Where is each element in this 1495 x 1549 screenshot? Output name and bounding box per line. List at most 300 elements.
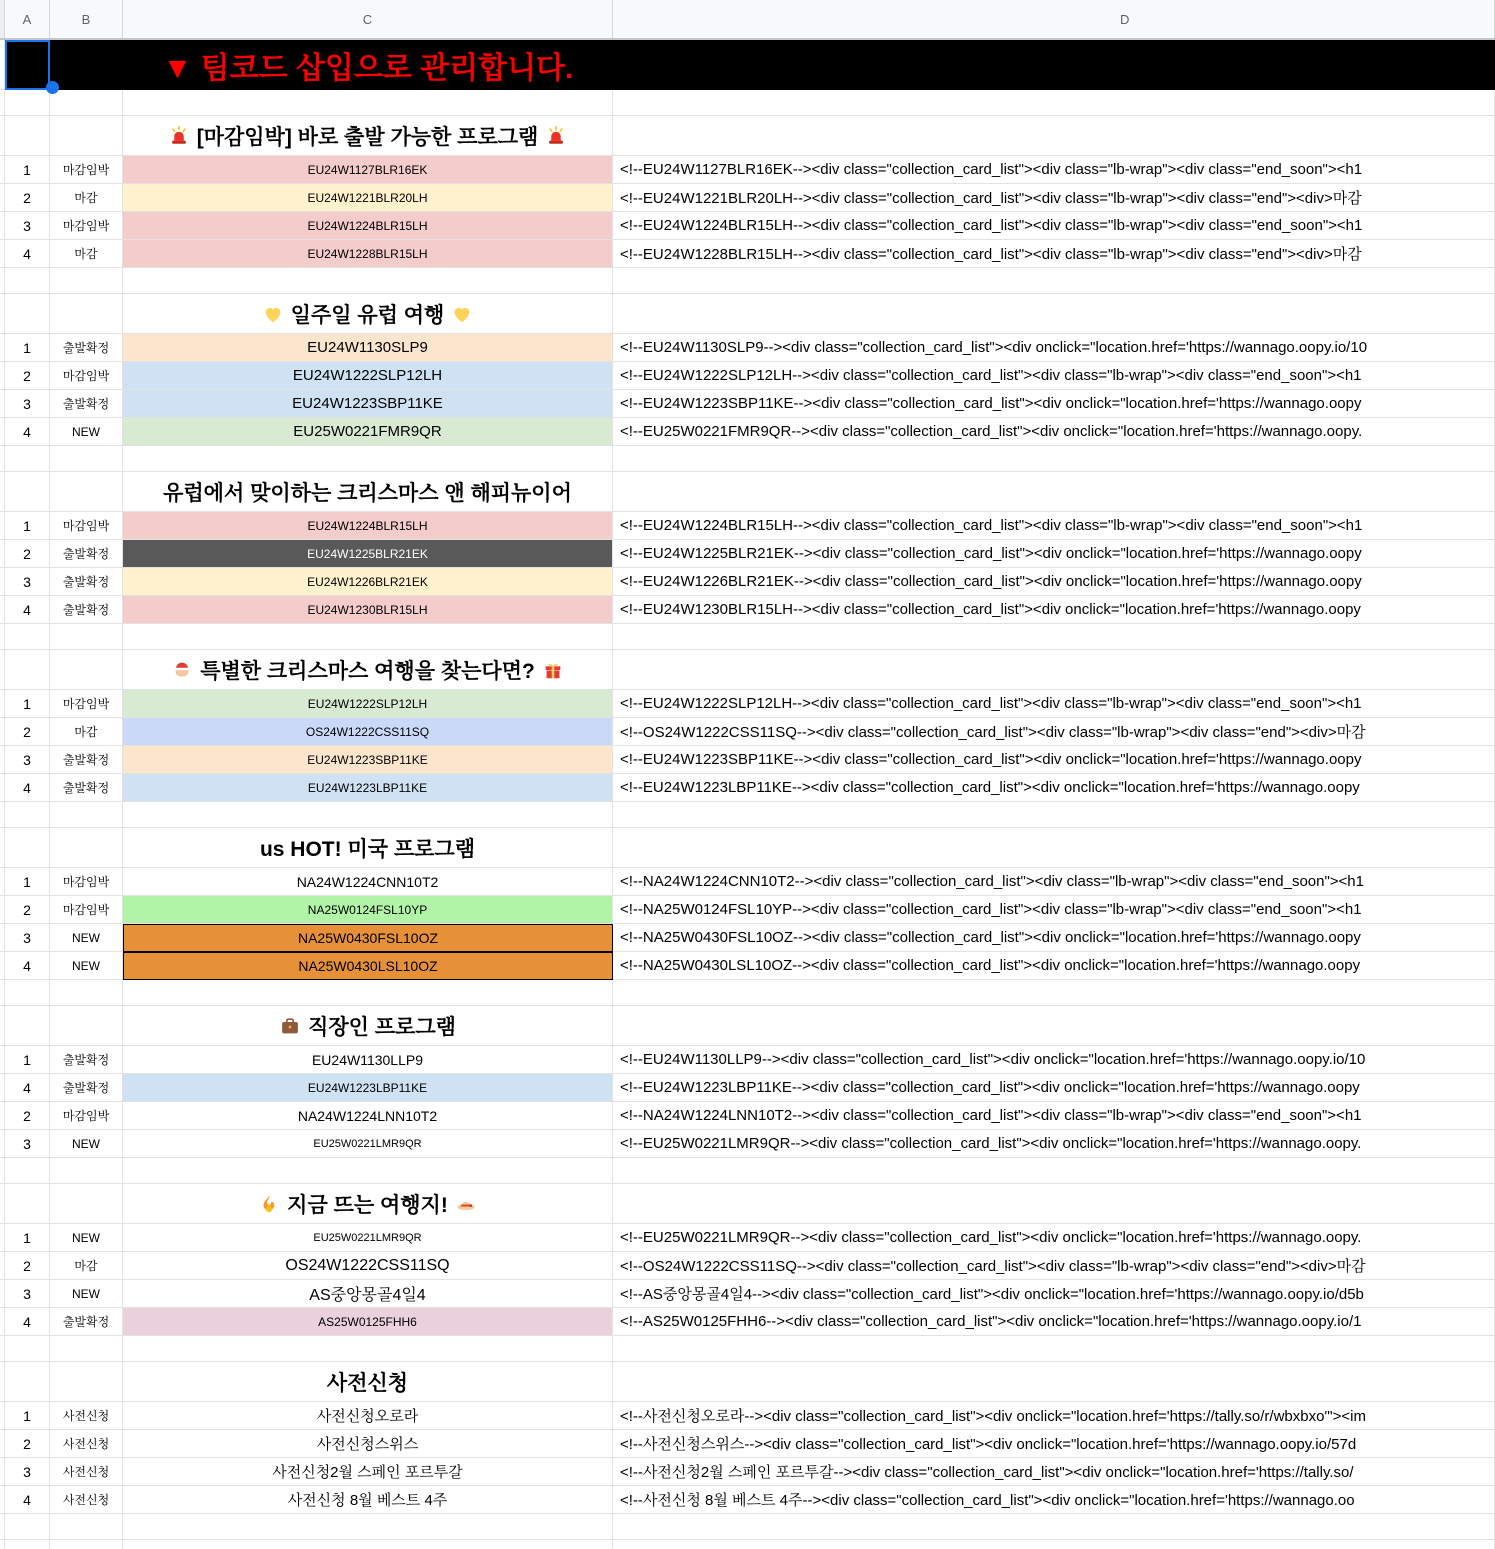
status-cell[interactable] [50, 952, 123, 980]
row-number-cell[interactable]: 1 [5, 512, 50, 540]
cell-c[interactable] [123, 802, 613, 828]
column-headers [0, 0, 1495, 40]
program-code: NA24W1224CNN10T2 [296, 873, 439, 890]
cell-a[interactable] [5, 828, 50, 868]
row-number-cell[interactable]: 2 [5, 1252, 50, 1280]
column-header-b[interactable]: B [50, 0, 123, 38]
section-title-cell[interactable] [123, 294, 613, 334]
program-code-cell[interactable] [123, 184, 613, 212]
cell-a[interactable] [5, 472, 50, 512]
table-row [0, 1280, 1495, 1308]
cell-d[interactable] [613, 624, 1495, 650]
cell-c[interactable] [123, 446, 613, 472]
table-row [0, 184, 1495, 212]
row-number-cell[interactable]: 2 [5, 362, 50, 390]
html-snippet-cell[interactable] [613, 1130, 1495, 1158]
row-number-cell[interactable]: 2 [5, 896, 50, 924]
section-title-cell[interactable] [123, 828, 613, 868]
cell-b[interactable] [50, 828, 123, 868]
cell-a[interactable] [5, 1184, 50, 1224]
section-title-cell[interactable] [123, 472, 613, 512]
html-snippet: <!--EU24W1130SLP9--><div class="collection_card_list"><div onclick="location.href='https://wannago.oopy.io/10 [620, 339, 1368, 356]
cell-b[interactable] [50, 1514, 123, 1540]
table-row [0, 240, 1495, 268]
row-number-cell[interactable]: 1 [5, 690, 50, 718]
row-number-cell[interactable]: 4 [5, 240, 50, 268]
row-number-cell[interactable]: 1 [5, 1046, 50, 1074]
status-badge: 사전신청 [62, 1465, 110, 1479]
html-snippet-cell[interactable] [613, 1430, 1495, 1458]
cell-c[interactable] [123, 1540, 613, 1549]
table-row [0, 952, 1495, 980]
row-number-cell[interactable]: 1 [5, 1224, 50, 1252]
html-snippet-cell[interactable] [613, 1046, 1495, 1074]
html-snippet: <!--EU24W1222SLP12LH--><div class="collection_card_list"><div class="lb-wrap"><div class="end_soon"><h1 [620, 367, 1362, 384]
cell-b[interactable] [50, 294, 123, 334]
status-cell[interactable] [50, 896, 123, 924]
status-cell[interactable] [50, 596, 123, 624]
status-cell[interactable] [50, 1130, 123, 1158]
program-code: EU24W1223SBP11KE [307, 752, 428, 767]
cell-b[interactable] [50, 802, 123, 828]
row-number-cell[interactable]: 4 [5, 596, 50, 624]
cell-d[interactable] [613, 1336, 1495, 1362]
program-code-cell[interactable] [123, 596, 613, 624]
html-snippet-cell[interactable] [613, 746, 1495, 774]
program-code-cell[interactable] [123, 1252, 613, 1280]
program-code-cell[interactable] [123, 690, 613, 718]
html-snippet: <!--OS24W1222CSS11SQ--><div class="collection_card_list"><div class="lb-wrap"><div class="end"><div>마감 [620, 724, 1366, 741]
cell-d[interactable] [613, 1006, 1495, 1046]
cell-a[interactable] [5, 446, 50, 472]
row-number-cell[interactable]: 3 [5, 746, 50, 774]
html-snippet: <!--사전신청스위스--><div class="collection_card_list"><div onclick="location.href='https://wannago.oopy.io/57d [620, 1436, 1357, 1453]
program-code: EU24W1230BLR15LH [307, 602, 428, 617]
section-title-row [0, 828, 1495, 868]
status-badge: NEW [72, 958, 100, 973]
status-badge: 출발확정 [62, 547, 110, 561]
status-badge: NEW [72, 1136, 100, 1151]
row-number-cell[interactable]: 2 [5, 718, 50, 746]
row-number-cell[interactable]: 1 [5, 156, 50, 184]
program-code: OS24W1222CSS11SQ [305, 724, 430, 739]
status-cell[interactable] [50, 746, 123, 774]
status-cell[interactable] [50, 1252, 123, 1280]
cell-a[interactable] [5, 90, 50, 116]
program-code: EU25W0221LMR9QR [313, 1231, 422, 1244]
cell-d[interactable] [613, 268, 1495, 294]
html-snippet-cell[interactable] [613, 156, 1495, 184]
banner-cell[interactable] [5, 40, 1495, 90]
status-cell[interactable] [50, 418, 123, 446]
program-code: EU24W1130SLP9 [307, 339, 428, 356]
html-snippet: <!--사전신청 8월 베스트 4주--><div class="collection_card_list"><div onclick="location.href='https://wannago.oo [620, 1492, 1355, 1509]
cell-c[interactable] [123, 1514, 613, 1540]
selected-cell[interactable] [5, 40, 50, 90]
program-code-cell[interactable] [123, 1308, 613, 1336]
empty-row [0, 1158, 1495, 1184]
row-number-cell[interactable]: 4 [5, 1308, 50, 1336]
html-snippet: <!--사전신청오로라--><div class="collection_card_list"><div onclick="location.href='https://tally.so/r/wbxbxo'"><im [620, 1408, 1366, 1425]
html-snippet-cell[interactable] [613, 1486, 1495, 1514]
table-row [0, 156, 1495, 184]
table-row [0, 540, 1495, 568]
yellow-heart-icon [451, 303, 473, 325]
row-number-cell[interactable]: 2 [5, 184, 50, 212]
program-code-cell[interactable] [123, 156, 613, 184]
program-code-cell[interactable] [123, 512, 613, 540]
program-code: EU24W1228BLR15LH [307, 246, 428, 261]
cell-b[interactable] [50, 624, 123, 650]
table-row [0, 1430, 1495, 1458]
program-code-cell[interactable] [123, 1430, 613, 1458]
cell-d[interactable] [613, 1362, 1495, 1402]
program-code-cell[interactable] [123, 774, 613, 802]
cell-c[interactable] [123, 980, 613, 1006]
table-row [0, 1224, 1495, 1252]
status-badge: NEW [72, 930, 100, 945]
program-code-cell[interactable] [123, 362, 613, 390]
row-number-cell[interactable]: 1 [5, 1402, 50, 1430]
html-snippet: <!--사전신청2월 스페인 포르투갈--><div class="collection_card_list"><div onclick="location.href='https://tally.so/ [620, 1464, 1354, 1481]
column-header-c[interactable]: C [123, 0, 613, 38]
row-number-cell[interactable]: 1 [5, 334, 50, 362]
column-header-a[interactable]: A [5, 0, 50, 38]
html-snippet-cell[interactable] [613, 334, 1495, 362]
status-cell[interactable] [50, 362, 123, 390]
html-snippet: <!--EU24W1228BLR15LH--><div class="collection_card_list"><div class="lb-wrap"><div class="end"><div>마감 [620, 246, 1362, 263]
cell-a[interactable] [5, 650, 50, 690]
program-code-cell[interactable] [123, 1402, 613, 1430]
html-snippet-cell[interactable] [613, 1252, 1495, 1280]
program-code: EU25W0221LMR9QR [313, 1137, 422, 1150]
cell-d[interactable] [613, 472, 1495, 512]
cell-a[interactable] [5, 1006, 50, 1046]
program-code-cell[interactable] [123, 390, 613, 418]
cell-a[interactable] [5, 1336, 50, 1362]
cell-a[interactable] [5, 1158, 50, 1184]
cell-b[interactable] [50, 1362, 123, 1402]
cell-b[interactable] [50, 980, 123, 1006]
html-snippet-cell[interactable] [613, 1308, 1495, 1336]
cell-a[interactable] [5, 268, 50, 294]
program-code-cell[interactable] [123, 1486, 613, 1514]
table-row [0, 1308, 1495, 1336]
program-code-cell[interactable] [123, 1074, 613, 1102]
row-number-cell[interactable]: 3 [5, 1458, 50, 1486]
status-cell[interactable] [50, 1102, 123, 1130]
cell-d[interactable] [613, 1158, 1495, 1184]
status-cell[interactable] [50, 1046, 123, 1074]
html-snippet: <!--EU24W1127BLR16EK--><div class="collection_card_list"><div class="lb-wrap"><div class="end_soon"><h1 [620, 161, 1363, 178]
table-row [0, 334, 1495, 362]
html-snippet-cell[interactable] [613, 418, 1495, 446]
program-code-cell[interactable] [123, 334, 613, 362]
html-snippet-cell[interactable] [613, 240, 1495, 268]
html-snippet: <!--EU24W1226BLR21EK--><div class="collection_card_list"><div onclick="location.href='https://wannago.oopy [620, 573, 1362, 590]
status-cell[interactable] [50, 1074, 123, 1102]
siren-icon [168, 125, 190, 147]
cell-c[interactable] [123, 1336, 613, 1362]
cell-b[interactable] [50, 90, 123, 116]
program-code-cell[interactable] [123, 1102, 613, 1130]
table-row [0, 924, 1495, 952]
status-badge: 사전신청 [62, 1493, 110, 1507]
program-code: NA25W0430FSL10OZ [297, 930, 439, 946]
status-cell[interactable] [50, 690, 123, 718]
section-title: 일주일 유럽 여행 [290, 303, 445, 327]
status-cell[interactable] [50, 1402, 123, 1430]
cell-b[interactable] [50, 1540, 123, 1549]
cell-b[interactable] [50, 1184, 123, 1224]
status-cell[interactable] [50, 334, 123, 362]
html-snippet: <!--EU24W1221BLR20LH--><div class="collection_card_list"><div class="lb-wrap"><div class="end"><div>마감 [620, 190, 1362, 207]
table-row [0, 1458, 1495, 1486]
status-cell[interactable] [50, 1458, 123, 1486]
status-badge: 마감임박 [62, 903, 110, 917]
cell-b[interactable] [50, 472, 123, 512]
table-row [0, 362, 1495, 390]
program-code-cell[interactable] [123, 1280, 613, 1308]
status-cell[interactable] [50, 924, 123, 952]
cell-a[interactable] [5, 980, 50, 1006]
row-number-cell[interactable]: 2 [5, 1430, 50, 1458]
html-snippet-cell[interactable] [613, 1102, 1495, 1130]
html-snippet-cell[interactable] [613, 1224, 1495, 1252]
html-snippet: <!--NA25W0430LSL10OZ--><div class="collection_card_list"><div onclick="location.href='https://wannago.oopy [620, 957, 1361, 974]
status-cell[interactable] [50, 568, 123, 596]
cell-a[interactable] [5, 294, 50, 334]
program-code-cell[interactable] [123, 868, 613, 896]
html-snippet: <!--EU24W1224BLR15LH--><div class="collection_card_list"><div class="lb-wrap"><div class="end_soon"><h1 [620, 517, 1363, 534]
cell-c[interactable] [123, 90, 613, 116]
status-cell[interactable] [50, 240, 123, 268]
row-number-cell[interactable]: 4 [5, 774, 50, 802]
cell-b[interactable] [50, 1006, 123, 1046]
html-snippet: <!--EU25W0221FMR9QR--><div class="collection_card_list"><div onclick="location.href='https://wannago.oopy. [620, 423, 1363, 440]
status-cell[interactable] [50, 1280, 123, 1308]
program-code-cell[interactable] [123, 540, 613, 568]
row-number-cell[interactable]: 4 [5, 1486, 50, 1514]
cell-a[interactable] [5, 116, 50, 156]
fire-icon [258, 1193, 280, 1215]
status-cell[interactable] [50, 1430, 123, 1458]
html-snippet-cell[interactable] [613, 1280, 1495, 1308]
html-snippet-cell[interactable] [613, 512, 1495, 540]
program-code-cell[interactable] [123, 896, 613, 924]
cell-d[interactable] [613, 980, 1495, 1006]
table-row [0, 512, 1495, 540]
program-code: 사전신청스위스 [316, 1436, 419, 1453]
program-code: EU24W1223LBP11KE [307, 1080, 428, 1095]
row-number-cell[interactable]: 3 [5, 212, 50, 240]
html-snippet-cell[interactable] [613, 390, 1495, 418]
html-snippet: <!--NA24W1224LNN10T2--><div class="collection_card_list"><div class="lb-wrap"><div class="end_soon"><h1 [620, 1107, 1362, 1124]
html-snippet-cell[interactable] [613, 184, 1495, 212]
cell-d[interactable] [613, 650, 1495, 690]
cell-d[interactable] [613, 90, 1495, 116]
cell-c[interactable] [123, 624, 613, 650]
html-snippet-cell[interactable] [613, 924, 1495, 952]
cell-b[interactable] [50, 1158, 123, 1184]
section-title-cell[interactable] [123, 1006, 613, 1046]
cell-a[interactable] [5, 1514, 50, 1540]
section-title-cell[interactable] [123, 1184, 613, 1224]
row-number-cell[interactable]: 3 [5, 390, 50, 418]
row-number-cell[interactable]: 3 [5, 1280, 50, 1308]
cell-b[interactable] [50, 446, 123, 472]
program-code-cell[interactable] [123, 952, 613, 980]
program-code-cell[interactable] [123, 746, 613, 774]
cell-d[interactable] [613, 1514, 1495, 1540]
section-title: 사전신청 [326, 1371, 409, 1395]
status-badge: 출발확정 [62, 603, 110, 617]
table-row [0, 1402, 1495, 1430]
table-row [0, 746, 1495, 774]
program-code-cell[interactable] [123, 240, 613, 268]
html-snippet-cell[interactable] [613, 774, 1495, 802]
html-snippet-cell[interactable] [613, 1458, 1495, 1486]
html-snippet-cell[interactable] [613, 690, 1495, 718]
cell-c[interactable] [123, 268, 613, 294]
section-title-cell[interactable] [123, 116, 613, 156]
html-snippet: <!--EU24W1223SBP11KE--><div class="collection_card_list"><div onclick="location.href='https://wannago.oopy [620, 751, 1362, 768]
row-number-cell[interactable]: 4 [5, 952, 50, 980]
program-code-cell[interactable] [123, 418, 613, 446]
html-snippet: <!--OS24W1222CSS11SQ--><div class="collection_card_list"><div class="lb-wrap"><div class="end"><div>마감 [620, 1258, 1366, 1275]
status-cell[interactable] [50, 212, 123, 240]
empty-row [0, 1514, 1495, 1540]
hat-icon [455, 1193, 477, 1215]
status-cell[interactable] [50, 868, 123, 896]
cell-d[interactable] [613, 294, 1495, 334]
html-snippet: <!--EU24W1230BLR15LH--><div class="collection_card_list"><div onclick="location.href='https://wannago.oopy [620, 601, 1361, 618]
cell-b[interactable] [50, 650, 123, 690]
status-cell[interactable] [50, 1486, 123, 1514]
program-code-cell[interactable] [123, 1130, 613, 1158]
status-badge: 마감임박 [62, 219, 110, 233]
cell-b[interactable] [50, 268, 123, 294]
row-number-cell[interactable]: 3 [5, 568, 50, 596]
html-snippet-cell[interactable] [613, 540, 1495, 568]
program-code: NA25W0124FSL10YP [307, 902, 428, 917]
status-cell[interactable] [50, 774, 123, 802]
html-snippet-cell[interactable] [613, 1402, 1495, 1430]
cell-d[interactable] [613, 446, 1495, 472]
status-cell[interactable] [50, 540, 123, 568]
status-cell[interactable] [50, 390, 123, 418]
cell-d[interactable] [613, 1540, 1495, 1549]
status-badge: NEW [72, 1286, 100, 1301]
program-code: EU24W1224BLR15LH [307, 518, 428, 533]
section-title-cell[interactable] [123, 650, 613, 690]
program-code-cell[interactable] [123, 1224, 613, 1252]
cell-a[interactable] [5, 624, 50, 650]
html-snippet: <!--AS중앙몽골4일4--><div class="collection_card_list"><div onclick="location.href='https://wannago.oopy.io/d5b [620, 1286, 1364, 1303]
cell-d[interactable] [613, 1184, 1495, 1224]
cell-d[interactable] [613, 116, 1495, 156]
html-snippet-cell[interactable] [613, 596, 1495, 624]
html-snippet-cell[interactable] [613, 568, 1495, 596]
section-title-row [0, 116, 1495, 156]
section-title-row [0, 472, 1495, 512]
cell-a[interactable] [5, 1540, 50, 1549]
html-snippet-cell[interactable] [613, 718, 1495, 746]
section-title-cell[interactable] [123, 1362, 613, 1402]
status-badge: 사전신청 [62, 1409, 110, 1423]
html-snippet-cell[interactable] [613, 212, 1495, 240]
cell-a[interactable] [5, 1362, 50, 1402]
program-code: EU24W1222SLP12LH [307, 696, 428, 711]
status-cell[interactable] [50, 156, 123, 184]
html-snippet-cell[interactable] [613, 362, 1495, 390]
section-title: 특별한 크리스마스 여행을 찾는다면? [200, 659, 535, 683]
html-snippet-cell[interactable] [613, 1074, 1495, 1102]
cell-b[interactable] [50, 1336, 123, 1362]
cell-d[interactable] [613, 802, 1495, 828]
section-title: us HOT! 미국 프로그램 [259, 837, 476, 861]
status-cell[interactable] [50, 1308, 123, 1336]
row-number-cell[interactable]: 4 [5, 418, 50, 446]
cell-c[interactable] [123, 1158, 613, 1184]
gift-icon [542, 659, 564, 681]
column-header-d[interactable]: D [613, 0, 1495, 38]
status-cell[interactable] [50, 512, 123, 540]
cell-b[interactable] [50, 116, 123, 156]
table-row [0, 896, 1495, 924]
status-cell[interactable] [50, 718, 123, 746]
section-title-row [0, 1006, 1495, 1046]
row-number-cell[interactable]: 2 [5, 540, 50, 568]
html-snippet-cell[interactable] [613, 896, 1495, 924]
status-cell[interactable] [50, 184, 123, 212]
program-code: 사전신청 8월 베스트 4주 [287, 1492, 448, 1509]
status-badge: 출발확정 [62, 397, 110, 411]
table-row [0, 390, 1495, 418]
program-code-cell[interactable] [123, 212, 613, 240]
program-code: EU24W1127BLR16EK [307, 162, 428, 177]
row-number-cell[interactable]: 4 [5, 1074, 50, 1102]
table-row [0, 212, 1495, 240]
section-title-row [0, 650, 1495, 690]
program-code-cell[interactable] [123, 718, 613, 746]
status-badge: 마감 [74, 191, 98, 205]
table-row [0, 1486, 1495, 1514]
row-number-cell[interactable]: 1 [5, 868, 50, 896]
program-code-cell[interactable] [123, 924, 613, 952]
cell-d[interactable] [613, 828, 1495, 868]
fill-handle[interactable] [46, 81, 59, 94]
program-code: NA24W1224LNN10T2 [297, 1107, 438, 1124]
html-snippet-cell[interactable] [613, 868, 1495, 896]
status-cell[interactable] [50, 1224, 123, 1252]
row-number-cell[interactable]: 2 [5, 1102, 50, 1130]
status-badge: 마감임박 [62, 519, 110, 533]
row-number-cell[interactable]: 3 [5, 1130, 50, 1158]
table-row [0, 774, 1495, 802]
program-code-cell[interactable] [123, 1046, 613, 1074]
program-code-cell[interactable] [123, 1458, 613, 1486]
program-code: AS중앙몽골4일4 [309, 1287, 426, 1304]
program-code: EU24W1221BLR20LH [307, 190, 428, 205]
program-code-cell[interactable] [123, 568, 613, 596]
html-snippet-cell[interactable] [613, 952, 1495, 980]
html-snippet: <!--NA25W0430FSL10OZ--><div class="collection_card_list"><div onclick="location.href='https://wannago.oopy [620, 929, 1361, 946]
status-badge: 마감임박 [62, 697, 110, 711]
row-number-cell[interactable]: 3 [5, 924, 50, 952]
table-row [0, 1102, 1495, 1130]
cell-a[interactable] [5, 802, 50, 828]
